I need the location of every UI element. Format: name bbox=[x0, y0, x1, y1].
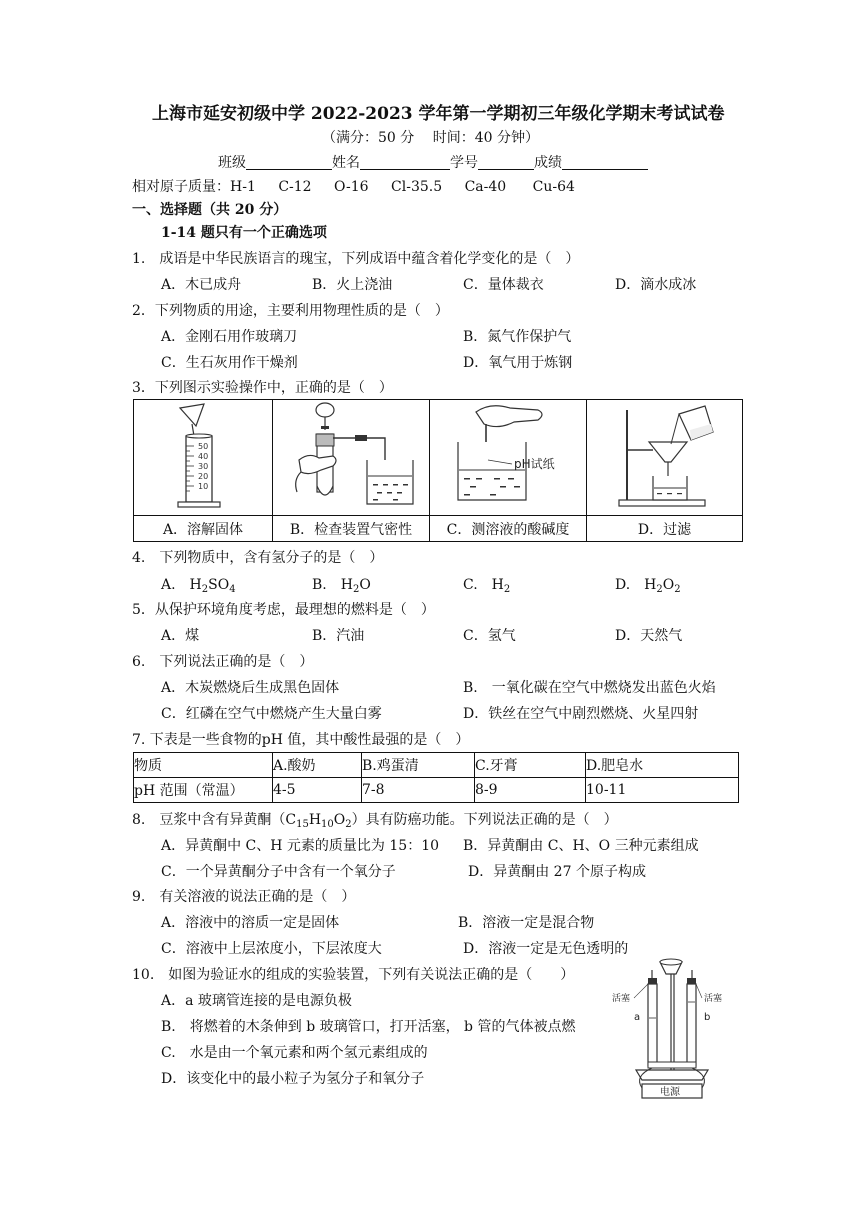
q6-option-c[interactable]: C．红磷在空气中燃烧产生大量白雾 bbox=[161, 706, 382, 722]
q7-value-a: 4-5 bbox=[273, 778, 362, 803]
valve-right-label: 活塞 bbox=[704, 994, 722, 1004]
q7-value-c: 8-9 bbox=[475, 778, 586, 803]
name-input[interactable] bbox=[360, 155, 450, 170]
atomic-mass-c: C-12 bbox=[278, 179, 312, 195]
tube-a-label: a bbox=[634, 1012, 641, 1023]
q9-option-d[interactable]: D．溶液一定是无色透明的 bbox=[463, 941, 629, 957]
student-id-input[interactable] bbox=[478, 155, 534, 170]
q8-o: O bbox=[333, 812, 346, 828]
q4-a-text: A. H bbox=[161, 577, 202, 593]
q8-option-c[interactable]: C．一个异黄酮分子中含有一个氧分子 bbox=[161, 864, 396, 880]
q2-option-a[interactable]: A．金刚石用作玻璃刀 bbox=[161, 329, 298, 345]
valve-left-label: 活塞 bbox=[612, 994, 631, 1004]
q3-figure-d bbox=[587, 400, 743, 516]
q7-header-c: C.牙膏 bbox=[475, 753, 586, 778]
q3-option-c[interactable]: C．测溶液的酸碱度 bbox=[430, 516, 587, 542]
q8-h: H bbox=[308, 812, 322, 828]
q1-option-d[interactable]: D．滴水成冰 bbox=[615, 277, 697, 293]
q4-c-sub: 2 bbox=[503, 584, 511, 595]
q9-option-b[interactable]: B．溶液一定是混合物 bbox=[458, 915, 595, 931]
q7-ph-table bbox=[133, 752, 739, 803]
q10-option-d[interactable]: D．该变化中的最小粒子为氢分子和氧分子 bbox=[161, 1071, 425, 1087]
q4-b-sub: 2 bbox=[352, 584, 360, 595]
q7-header-a: A.酸奶 bbox=[273, 753, 362, 778]
power-label: 电源 bbox=[660, 1087, 680, 1098]
q10-option-b[interactable]: B. 将燃着的木条伸到 b 玻璃管口，打开活塞， b 管的气体被点燃 bbox=[161, 1019, 576, 1035]
q4-d-text: D. H bbox=[615, 577, 657, 593]
q3-option-d[interactable]: D．过滤 bbox=[587, 516, 743, 542]
ph-test-apparatus-icon bbox=[430, 400, 586, 511]
q7-stem: 7. 下表是一些食物的pH 值，其中酸性最强的是（ ） bbox=[132, 732, 470, 748]
class-input[interactable] bbox=[246, 155, 332, 170]
q3-stem: 3．下列图示实验操作中，正确的是（ ） bbox=[132, 380, 393, 396]
q3-figure-b bbox=[273, 400, 430, 516]
electrolysis-apparatus-icon bbox=[612, 956, 722, 1100]
student-info-line bbox=[218, 155, 648, 170]
q4-d-mid: O bbox=[662, 577, 675, 593]
q9-option-a[interactable]: A．溶液中的溶质一定是固体 bbox=[161, 915, 340, 931]
q4-option-a[interactable] bbox=[161, 577, 236, 595]
q8-sub-c: 15 bbox=[296, 819, 309, 830]
q1-option-a[interactable]: A．木已成舟 bbox=[161, 277, 242, 293]
ph-paper-label: pH试纸 bbox=[514, 457, 555, 471]
cylinder-tick-50: 50 bbox=[198, 442, 209, 451]
q8-sub-o: 2 bbox=[345, 819, 352, 830]
q4-a-sub2: 4 bbox=[229, 584, 236, 595]
q4-option-d[interactable] bbox=[615, 577, 681, 595]
q8-stem-pre: 8. 豆浆中含有异黄酮（C bbox=[132, 812, 297, 828]
q3-figure-a bbox=[134, 400, 273, 516]
q7-header-d: D.肥皂水 bbox=[586, 753, 739, 778]
q1-option-b[interactable]: B．火上浇油 bbox=[312, 277, 393, 293]
q1-stem: 1. 成语是中华民族语言的瑰宝，下列成语中蕴含着化学变化的是（ ） bbox=[132, 251, 580, 267]
field-label-name: 姓名 bbox=[332, 155, 360, 171]
exam-title: 上海市延安初级中学 2022-2023 学年第一学期初三年级化学期末考试试卷 bbox=[152, 104, 725, 124]
field-label-id: 学号 bbox=[450, 155, 478, 171]
q2-stem: 2．下列物质的用途，主要利用物理性质的是（ ） bbox=[132, 303, 449, 319]
q4-option-b[interactable] bbox=[312, 577, 371, 595]
atomic-mass-h: 相对原子质量：H-1 bbox=[132, 179, 256, 195]
q6-stem: 6. 下列说法正确的是（ ） bbox=[132, 654, 314, 670]
q2-option-d[interactable]: D．氧气用于炼钢 bbox=[463, 355, 573, 371]
q4-b-suffix: O bbox=[359, 577, 371, 593]
cylinder-tick-30: 30 bbox=[198, 462, 209, 471]
q7-header-b: B.鸡蛋清 bbox=[362, 753, 475, 778]
q5-option-d[interactable]: D．天然气 bbox=[615, 628, 683, 644]
q8-option-a[interactable]: A．异黄酮中 C、H 元素的质量比为 15：10 bbox=[161, 838, 440, 854]
field-label-class: 班级 bbox=[218, 155, 246, 171]
q4-stem: 4. 下列物质中，含有氢分子的是（ ） bbox=[132, 550, 384, 566]
q4-a-mid: SO bbox=[208, 577, 230, 593]
q8-stem bbox=[132, 812, 618, 830]
q4-b-text: B. H bbox=[312, 577, 353, 593]
airtightness-apparatus-icon bbox=[273, 400, 429, 511]
q5-option-c[interactable]: C．氢气 bbox=[463, 628, 516, 644]
q7-header-substance: 物质 bbox=[134, 753, 273, 778]
score-input[interactable] bbox=[562, 155, 648, 170]
q7-row-label: pH 范围（常温） bbox=[134, 778, 273, 803]
q9-option-c[interactable]: C．溶液中上层浓度小，下层浓度大 bbox=[161, 941, 382, 957]
q6-option-b[interactable]: B. 一氧化碳在空气中燃烧发出蓝色火焰 bbox=[463, 680, 716, 696]
q6-option-d[interactable]: D．铁丝在空气中剧烈燃烧、火星四射 bbox=[463, 706, 699, 722]
q7-value-b: 7-8 bbox=[362, 778, 475, 803]
q7-value-d: 10-11 bbox=[586, 778, 739, 803]
q3-option-b[interactable]: B．检查装置气密性 bbox=[273, 516, 430, 542]
section-heading: 一、选择题（共 20 分） bbox=[132, 202, 288, 218]
q10-option-c[interactable]: C. 水是由一个氧元素和两个氢元素组成的 bbox=[161, 1045, 428, 1061]
q9-stem: 9. 有关溶液的说法正确的是（ ） bbox=[132, 889, 356, 905]
q8-option-d[interactable]: D．异黄酮由 27 个原子构成 bbox=[468, 864, 646, 880]
q2-option-b[interactable]: B．氮气作保护气 bbox=[463, 329, 572, 345]
filtration-apparatus-icon bbox=[587, 400, 742, 511]
q6-option-a[interactable]: A．木炭燃烧后生成黑色固体 bbox=[161, 680, 340, 696]
q3-option-a[interactable]: A．溶解固体 bbox=[134, 516, 273, 542]
q5-stem: 5．从保护环境角度考虑，最理想的燃料是（ ） bbox=[132, 602, 435, 618]
q4-option-c[interactable] bbox=[463, 577, 511, 595]
q4-d-sub: 2 bbox=[656, 584, 663, 595]
atomic-mass-o: O-16 bbox=[334, 179, 369, 195]
cylinder-tick-20: 20 bbox=[198, 472, 209, 481]
q8-sub-h: 10 bbox=[321, 819, 334, 830]
atomic-mass-line bbox=[132, 180, 575, 194]
q5-option-a[interactable]: A．煤 bbox=[161, 628, 200, 644]
exam-meta: （满分：50 分 时间：40 分钟） bbox=[322, 130, 539, 146]
q4-c-text: C. H bbox=[463, 577, 504, 593]
q1-option-c[interactable]: C．量体裁衣 bbox=[463, 277, 544, 293]
q10-option-a[interactable]: A．a 玻璃管连接的是电源负极 bbox=[161, 993, 352, 1009]
q2-option-c[interactable]: C．生石灰用作干燥剂 bbox=[161, 355, 298, 371]
atomic-mass-cu: Cu-64 bbox=[532, 179, 575, 195]
q10-stem: 10. 如图为验证水的组成的实验装置，下列有关说法正确的是（ ） bbox=[132, 967, 575, 983]
graduated-cylinder-icon bbox=[134, 400, 272, 511]
section-subheading: 1-14 题只有一个正确选项 bbox=[161, 225, 327, 241]
field-label-score: 成绩 bbox=[534, 155, 562, 171]
cylinder-tick-10: 10 bbox=[198, 482, 209, 491]
q5-option-b[interactable]: B．汽油 bbox=[312, 628, 365, 644]
atomic-mass-cl: Cl-35.5 bbox=[391, 179, 443, 195]
atomic-mass-ca: Ca-40 bbox=[464, 179, 507, 195]
cylinder-tick-40: 40 bbox=[198, 452, 209, 461]
q3-figure-c bbox=[430, 400, 587, 516]
q4-a-sub: 2 bbox=[201, 584, 209, 595]
q3-image-table bbox=[133, 399, 743, 542]
q8-option-b[interactable]: B．异黄酮由 C、H、O 三种元素组成 bbox=[463, 838, 699, 854]
q8-stem-post: ）具有防癌功能。下列说法正确的是（ ） bbox=[351, 812, 618, 828]
tube-b-label: b bbox=[704, 1012, 711, 1023]
q4-d-sub2: 2 bbox=[674, 584, 681, 595]
